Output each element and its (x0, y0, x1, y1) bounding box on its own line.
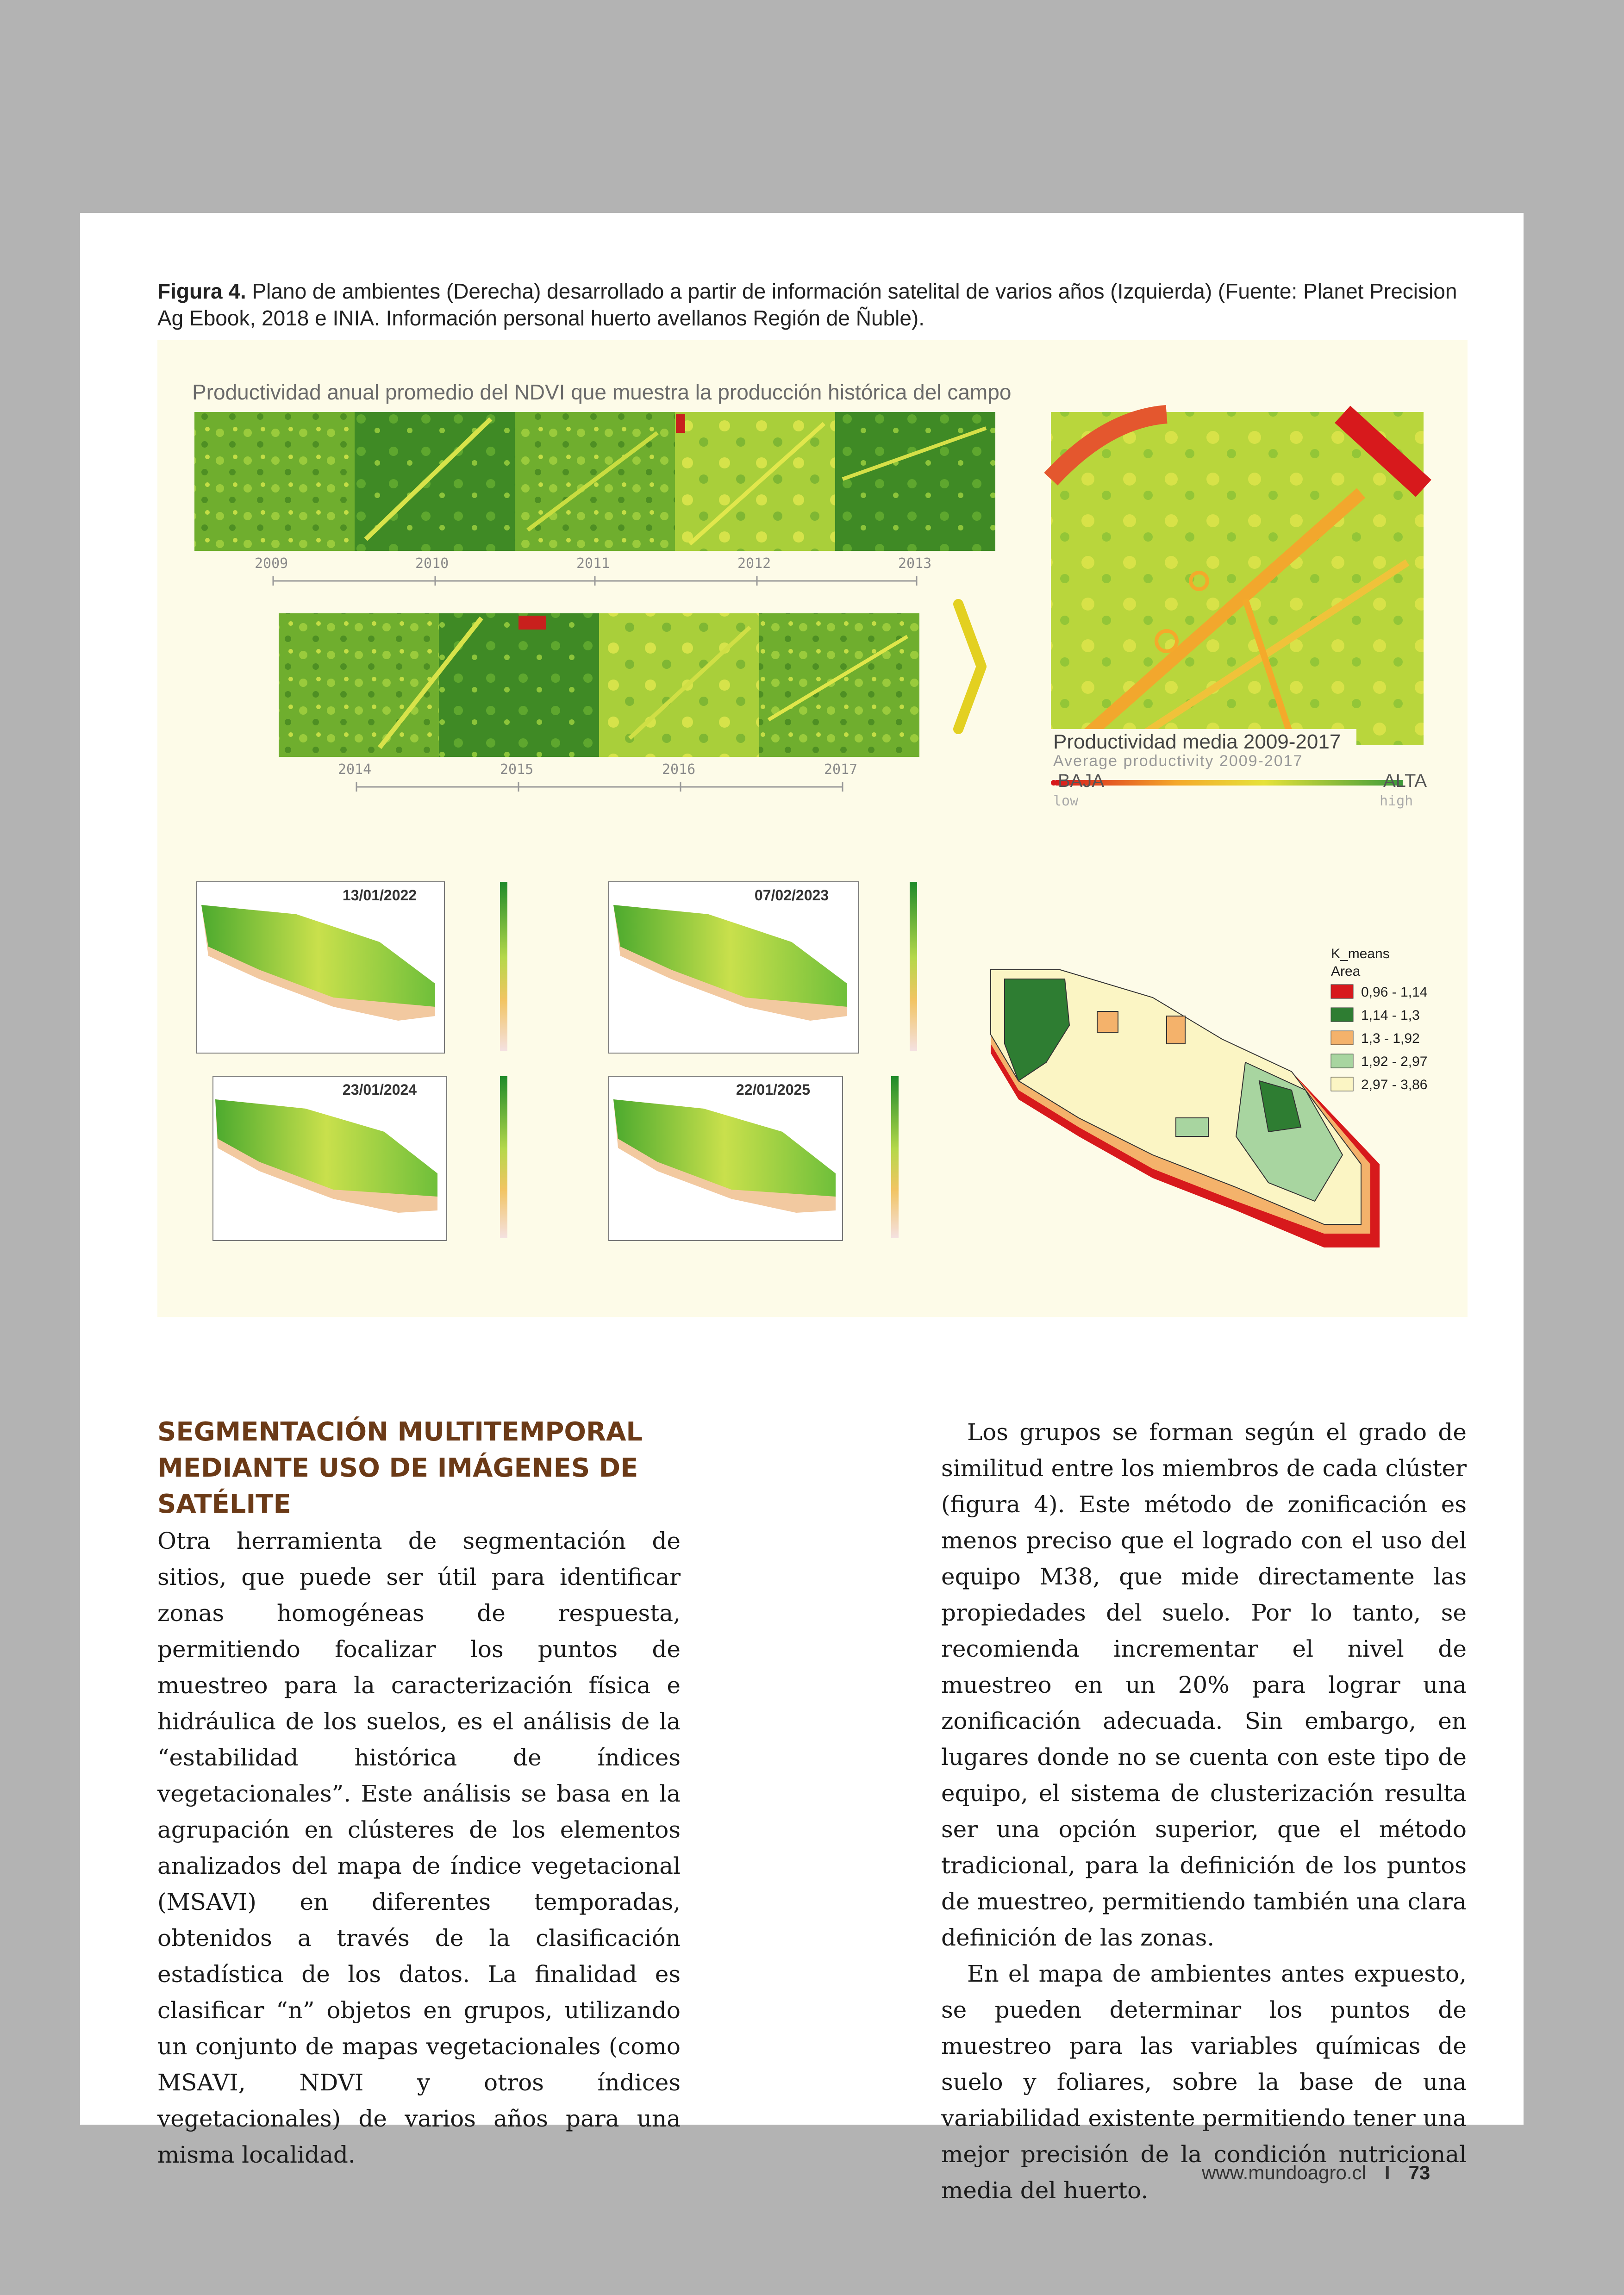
kmeans-title: K_means (1331, 946, 1390, 961)
legend-low-es: BAJA (1058, 771, 1105, 791)
map-date-label: 13/01/2022 (342, 887, 417, 904)
average-productivity-map (1051, 412, 1424, 745)
map-date-label: 07/02/2023 (754, 887, 829, 904)
year-label: 2015 (500, 761, 534, 778)
kmeans-class-label: 1,3 - 1,92 (1361, 1031, 1420, 1046)
arrow-chevron-icon (958, 604, 981, 729)
figure-title: Productividad anual promedio del NDVI que muestra la producción histórica del campo (192, 380, 1012, 404)
page-footer (1202, 2162, 1430, 2184)
legend-gradient (1056, 780, 1403, 786)
page-number: 73 (1408, 2162, 1430, 2183)
ndvi-map-2025 (609, 1076, 899, 1241)
ndvi-map-2022 (197, 882, 507, 1053)
kmeans-zone-map (991, 970, 1380, 1247)
footer-url: www.mundoagro.cl (1202, 2162, 1366, 2183)
caption-label: Figura 4. (157, 279, 246, 303)
figure-4 (157, 340, 1468, 1317)
avg-title-en: Average productivity 2009-2017 (1053, 752, 1303, 770)
section-heading: SEGMENTACIÓN MULTITEMPORAL MEDIANTE USO DE IMÁGENES DE SATÉLITE (157, 1417, 643, 1519)
avg-title-es: Productividad media 2009-2017 (1053, 730, 1341, 753)
article-paragraph: Los grupos se forman según el grado de similitud entre los miembros de cada clúster (figura 4). Este método de zonificación es menos preciso que el logrado con el uso del equipo M38, que mide directamente las propiedades del suelo. Por lo tanto, se recomienda incrementar el nivel de muestreo en un 20% para lograr una zonificación adecuada. Sin embargo, en lugares donde no se cuenta con este tipo de equipo, el sistema de clusterización resulta ser una opción superior, que el método tradicional, para la definición de los puntos de muestreo, permitiendo también una clara definición de las zonas. (941, 1419, 1467, 1951)
kmeans-swatch (1331, 1077, 1353, 1091)
year-label: 2013 (898, 555, 932, 572)
kmeans-legend (1331, 946, 1427, 1092)
kmeans-swatch (1331, 1031, 1353, 1045)
legend-low-en: low (1053, 793, 1079, 809)
year-label: 2014 (338, 761, 372, 778)
ndvi-row1-images (194, 412, 995, 551)
kmeans-class-label: 1,14 - 1,3 (1361, 1008, 1420, 1023)
kmeans-swatch (1331, 1008, 1353, 1022)
kmeans-swatch (1331, 985, 1353, 998)
map-date-label: 22/01/2025 (736, 1081, 811, 1098)
year-label: 2009 (255, 555, 288, 572)
kmeans-class-label: 2,97 - 3,86 (1361, 1077, 1428, 1092)
caption-text: Plano de ambientes (Derecha) desarrollado a partir de información satelital de varios años (Izquierda) (Fuente: Planet Precision Ag Ebook, 2018 e INIA. Información personal huerto avellanos Región de Ñuble). (157, 279, 1457, 330)
year-label: 2010 (415, 555, 449, 572)
year-label: 2016 (662, 761, 696, 778)
kmeans-class-label: 1,92 - 2,97 (1361, 1054, 1428, 1069)
ndvi-row2-images (279, 613, 919, 757)
year-label: 2011 (576, 555, 610, 572)
legend-high-es: ALTA (1383, 771, 1427, 791)
figure-caption (157, 278, 1468, 331)
article-column-2 (941, 1414, 1467, 2208)
kmeans-subtitle: Area (1331, 964, 1361, 979)
ndvi-map-2024 (213, 1076, 507, 1241)
legend-high-en: high (1380, 793, 1413, 809)
year-label: 2012 (737, 555, 771, 572)
ndvi-map-2023 (609, 882, 917, 1053)
year-label: 2017 (824, 761, 858, 778)
article-column-1: Otra herramienta de segmentación de sitios, que puede ser útil para identificar zonas homogéneas de respuesta, permitiendo focalizar los puntos de muestreo para la caracterización física e hidráulica de los suelos, es el análisis de la “estabilidad histórica de índices vegetacionales”. Este análisis se basa en la agrupación en clústeres de los elementos analizados del mapa de índice vegetacional (MSAVI) en diferentes temporadas, obtenidos a través de la clasificación estadística de los datos. La finalidad es clasificar “n” objetos en grupos, utilizando un conjunto de mapas vegetacionales (como MSAVI, NDVI y otros índices vegetacionales) de varios años para una misma localidad. (157, 1528, 681, 2168)
footer-separator: I (1384, 2162, 1390, 2183)
figure-graphics (157, 340, 1468, 1317)
article-paragraph: En el mapa de ambientes antes expuesto, se pueden determinar los puntos de muestreo para las variables químicas de suelo y foliares, sobre la base de una variabilidad existente permitiendo tener una mejor precisión de la condición nutricional media del huerto. (941, 1960, 1467, 2204)
kmeans-swatch (1331, 1054, 1353, 1068)
map-date-label: 23/01/2024 (342, 1081, 417, 1098)
kmeans-class-label: 0,96 - 1,14 (1361, 985, 1428, 1000)
